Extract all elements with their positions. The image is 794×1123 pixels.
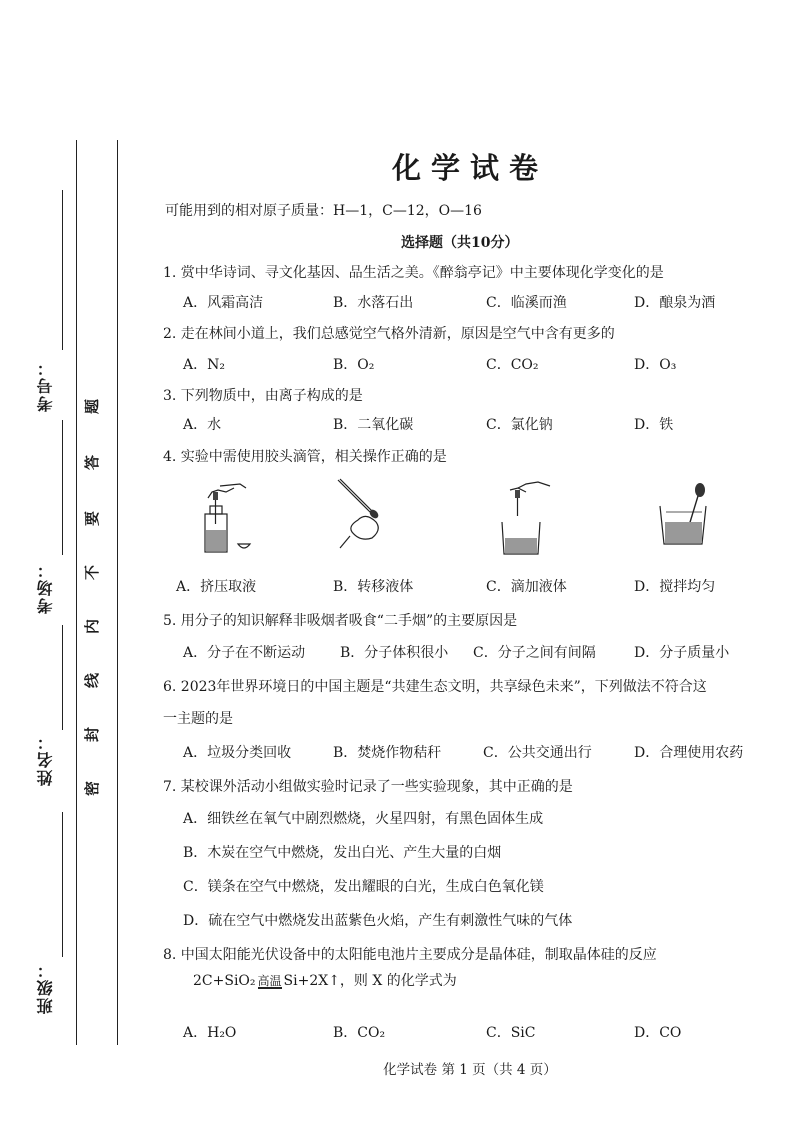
label-exam-room: 考场： (36, 560, 55, 614)
seal-char-6: 要 (83, 510, 102, 527)
question-2-option-c[interactable]: C．CO₂ (486, 357, 539, 373)
question-4-option-d[interactable]: D．搅拌均匀 (634, 579, 716, 595)
question-5-stem: 5. 用分子的知识解释非吸烟者吸食“二手烟”的主要原因是 (163, 613, 518, 629)
question-3-option-d[interactable]: D．铁 (634, 417, 674, 433)
question-8-equation (193, 970, 457, 993)
equation-condition: 高温 (257, 974, 282, 988)
exam-room-underline[interactable] (62, 420, 63, 555)
name-underline[interactable] (62, 625, 63, 730)
question-8-option-d[interactable]: D．CO (634, 1025, 682, 1041)
question-6-option-c[interactable]: C．公共交通出行 (483, 745, 592, 761)
question-6-option-b[interactable]: B．焚烧作物秸秆 (333, 745, 442, 761)
seal-char-7: 答 (83, 454, 102, 471)
question-8-option-a[interactable]: A．H₂O (183, 1025, 237, 1041)
question-4-stem: 4. 实验中需使用胶头滴管，相关操作正确的是 (163, 449, 447, 465)
exam-number-underline[interactable] (62, 190, 63, 350)
question-3-option-a[interactable]: A．水 (183, 417, 222, 433)
equation-reactants: 2C+SiO₂ (193, 973, 256, 989)
binding-line-outer (76, 140, 77, 1045)
page-title: 化学试卷 (391, 151, 548, 185)
question-7-option-b[interactable]: B．木炭在空气中燃烧，发出白光、产生大量的白烟 (183, 845, 502, 861)
question-2-option-d[interactable]: D．O₃ (634, 357, 677, 373)
question-6-option-d[interactable]: D．合理使用农药 (634, 745, 744, 761)
figure-transfer-liquid (330, 476, 390, 556)
question-4-option-c[interactable]: C．滴加液体 (486, 579, 567, 595)
question-5-option-d[interactable]: D．分子质量小 (634, 645, 730, 661)
question-8-option-c[interactable]: C．SiC (486, 1025, 536, 1041)
section-heading: 选择题（共10分） (401, 235, 519, 251)
seal-char-1: 密 (83, 780, 102, 797)
seal-char-2: 封 (83, 726, 102, 743)
question-2-stem: 2. 走在林间小道上，我们总感觉空气格外清新，原因是空气中含有更多的 (163, 326, 615, 342)
label-name: 姓名： (36, 732, 55, 786)
figure-add-liquid (496, 478, 566, 558)
question-5-option-c[interactable]: C．分子之间有间隔 (473, 645, 596, 661)
figure-stir-evenly (654, 478, 724, 558)
seal-char-3: 线 (83, 672, 102, 689)
binding-line-inner (117, 140, 118, 1045)
question-7-option-d[interactable]: D．硫在空气中燃烧发出蓝紫色火焰，产生有刺激性气味的气体 (183, 913, 573, 929)
question-3-stem: 3. 下列物质中，由离子构成的是 (163, 388, 363, 404)
question-7-stem: 7. 某校课外活动小组做实验时记录了一些实验现象，其中正确的是 (163, 779, 573, 795)
question-1-option-d[interactable]: D．酿泉为酒 (634, 295, 716, 311)
question-7-option-c[interactable]: C．镁条在空气中燃烧，发出耀眼的白光，生成白色氧化镁 (183, 879, 544, 895)
page-footer: 化学试卷 第 1 页（共 4 页） (383, 1062, 557, 1078)
class-underline[interactable] (62, 812, 63, 957)
seal-char-8: 题 (83, 398, 102, 415)
question-8-option-b[interactable]: B．CO₂ (333, 1025, 386, 1041)
label-class: 班级： (36, 960, 55, 1014)
question-1-option-b[interactable]: B．水落石出 (333, 295, 414, 311)
figure-squeeze-dropper (196, 478, 266, 558)
question-1-option-c[interactable]: C．临溪而渔 (486, 295, 567, 311)
question-7-option-a[interactable]: A．细铁丝在氧气中剧烈燃烧，火星四射，有黑色固体生成 (183, 811, 544, 827)
atomic-mass-note: 可能用到的相对原子质量：H—1，C—12，O—16 (165, 203, 482, 219)
equation-products: Si+2X↑，则 X 的化学式为 (283, 973, 457, 989)
question-1-stem: 1. 赏中华诗词、寻文化基因、品生活之美。《醉翁亭记》中主要体现化学变化的是 (163, 265, 664, 281)
question-1-option-a[interactable]: A．风霜高洁 (183, 295, 264, 311)
question-2-option-b[interactable]: B．O₂ (333, 357, 375, 373)
question-8-stem: 8. 中国太阳能光伏设备中的太阳能电池片主要成分是晶体硅，制取晶体硅的反应 (163, 947, 657, 963)
label-exam-number: 考号： (36, 358, 55, 412)
question-4-option-b[interactable]: B．转移液体 (333, 579, 414, 595)
seal-char-5: 不 (83, 564, 102, 581)
question-5-option-b[interactable]: B．分子体积很小 (340, 645, 449, 661)
question-3-option-c[interactable]: C．氯化钠 (486, 417, 553, 433)
question-2-option-a[interactable]: A．N₂ (183, 357, 225, 373)
question-3-option-b[interactable]: B．二氧化碳 (333, 417, 414, 433)
question-6-stem: 6. 2023年世界环境日的中国主题是“共建生态文明，共享绿色未来”，下列做法不符合这 (163, 679, 707, 695)
question-5-option-a[interactable]: A．分子在不断运动 (183, 645, 306, 661)
seal-char-4: 内 (83, 618, 102, 635)
question-6-stem-continued: 一主题的是 (163, 711, 233, 727)
question-6-option-a[interactable]: A．垃圾分类回收 (183, 745, 292, 761)
question-4-option-a[interactable]: A．挤压取液 (176, 579, 257, 595)
